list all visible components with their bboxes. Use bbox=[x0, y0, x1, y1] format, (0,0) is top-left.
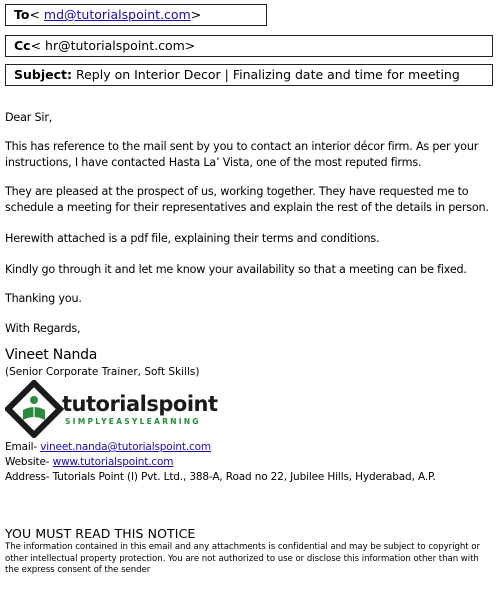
body-paragraph-3: Herewith attached is a pdf file, explaining their terms and conditions. bbox=[5, 232, 380, 245]
to-label: To bbox=[14, 7, 30, 22]
cc-field bbox=[5, 35, 493, 57]
body-paragraph-2: They are pleased at the prospect of us, working together. They have requested me to schedule a meeting for their representatives and explain the rest of the details in person. bbox=[5, 185, 489, 214]
signature-email bbox=[5, 440, 211, 454]
notice-title: YOU MUST READ THIS NOTICE bbox=[5, 526, 196, 541]
to-prefix: < bbox=[29, 7, 44, 22]
website-label: Website- bbox=[5, 456, 53, 468]
website-link[interactable]: www.tutorialspoint.com bbox=[52, 456, 174, 468]
subject-label: Subject: bbox=[14, 67, 72, 82]
signature-role: (Senior Corporate Trainer, Soft Skills) bbox=[5, 366, 200, 378]
to-field bbox=[5, 4, 267, 26]
body-paragraph-5: Thanking you. bbox=[5, 292, 82, 305]
email-link[interactable]: vineet.nanda@tutorialspoint.com bbox=[40, 441, 211, 453]
logo-tagline: SIMPLYEASYLEARNING bbox=[65, 417, 201, 426]
subject-field bbox=[5, 64, 493, 86]
cc-value: < hr@tutorialspoint.com> bbox=[30, 38, 196, 53]
signature-address: Address- Tutorials Point (I) Pvt. Ltd., 388-A, Road no 22, Jubilee Hills, Hyderabad, A.P. bbox=[5, 471, 436, 483]
subject-value: Reply on Interior Decor | Finalizing date and time for meeting bbox=[75, 67, 460, 82]
to-suffix: > bbox=[190, 7, 202, 22]
email-label: Email- bbox=[5, 441, 41, 453]
body-paragraph-4: Kindly go through it and let me know your availability so that a meeting can be fixed. bbox=[5, 263, 467, 276]
body-paragraph-1: This has reference to the mail sent by you to contact an interior décor firm. As per your instructions, I have contacted Hasta La’ Vista, one of the most reputed firms. bbox=[5, 140, 479, 169]
cc-label: Cc bbox=[14, 38, 31, 53]
notice-text: The information contained in this email and any attachments is confidential and may be subject to copyright or other intellectual property protection. You are not authorized to use or disclose this information other than with the express consent of the sender bbox=[5, 542, 480, 576]
signature-name: Vineet Nanda bbox=[5, 347, 98, 363]
tutorialspoint-logo bbox=[5, 380, 240, 438]
greeting: Dear Sir, bbox=[5, 111, 53, 124]
signature-website bbox=[5, 455, 173, 469]
logo-mark-icon bbox=[5, 380, 65, 438]
logo-text: tutorialspoint bbox=[62, 392, 218, 416]
body-paragraph-6: With Regards, bbox=[5, 322, 81, 335]
to-email-link[interactable]: md@tutorialspoint.com bbox=[43, 7, 191, 22]
